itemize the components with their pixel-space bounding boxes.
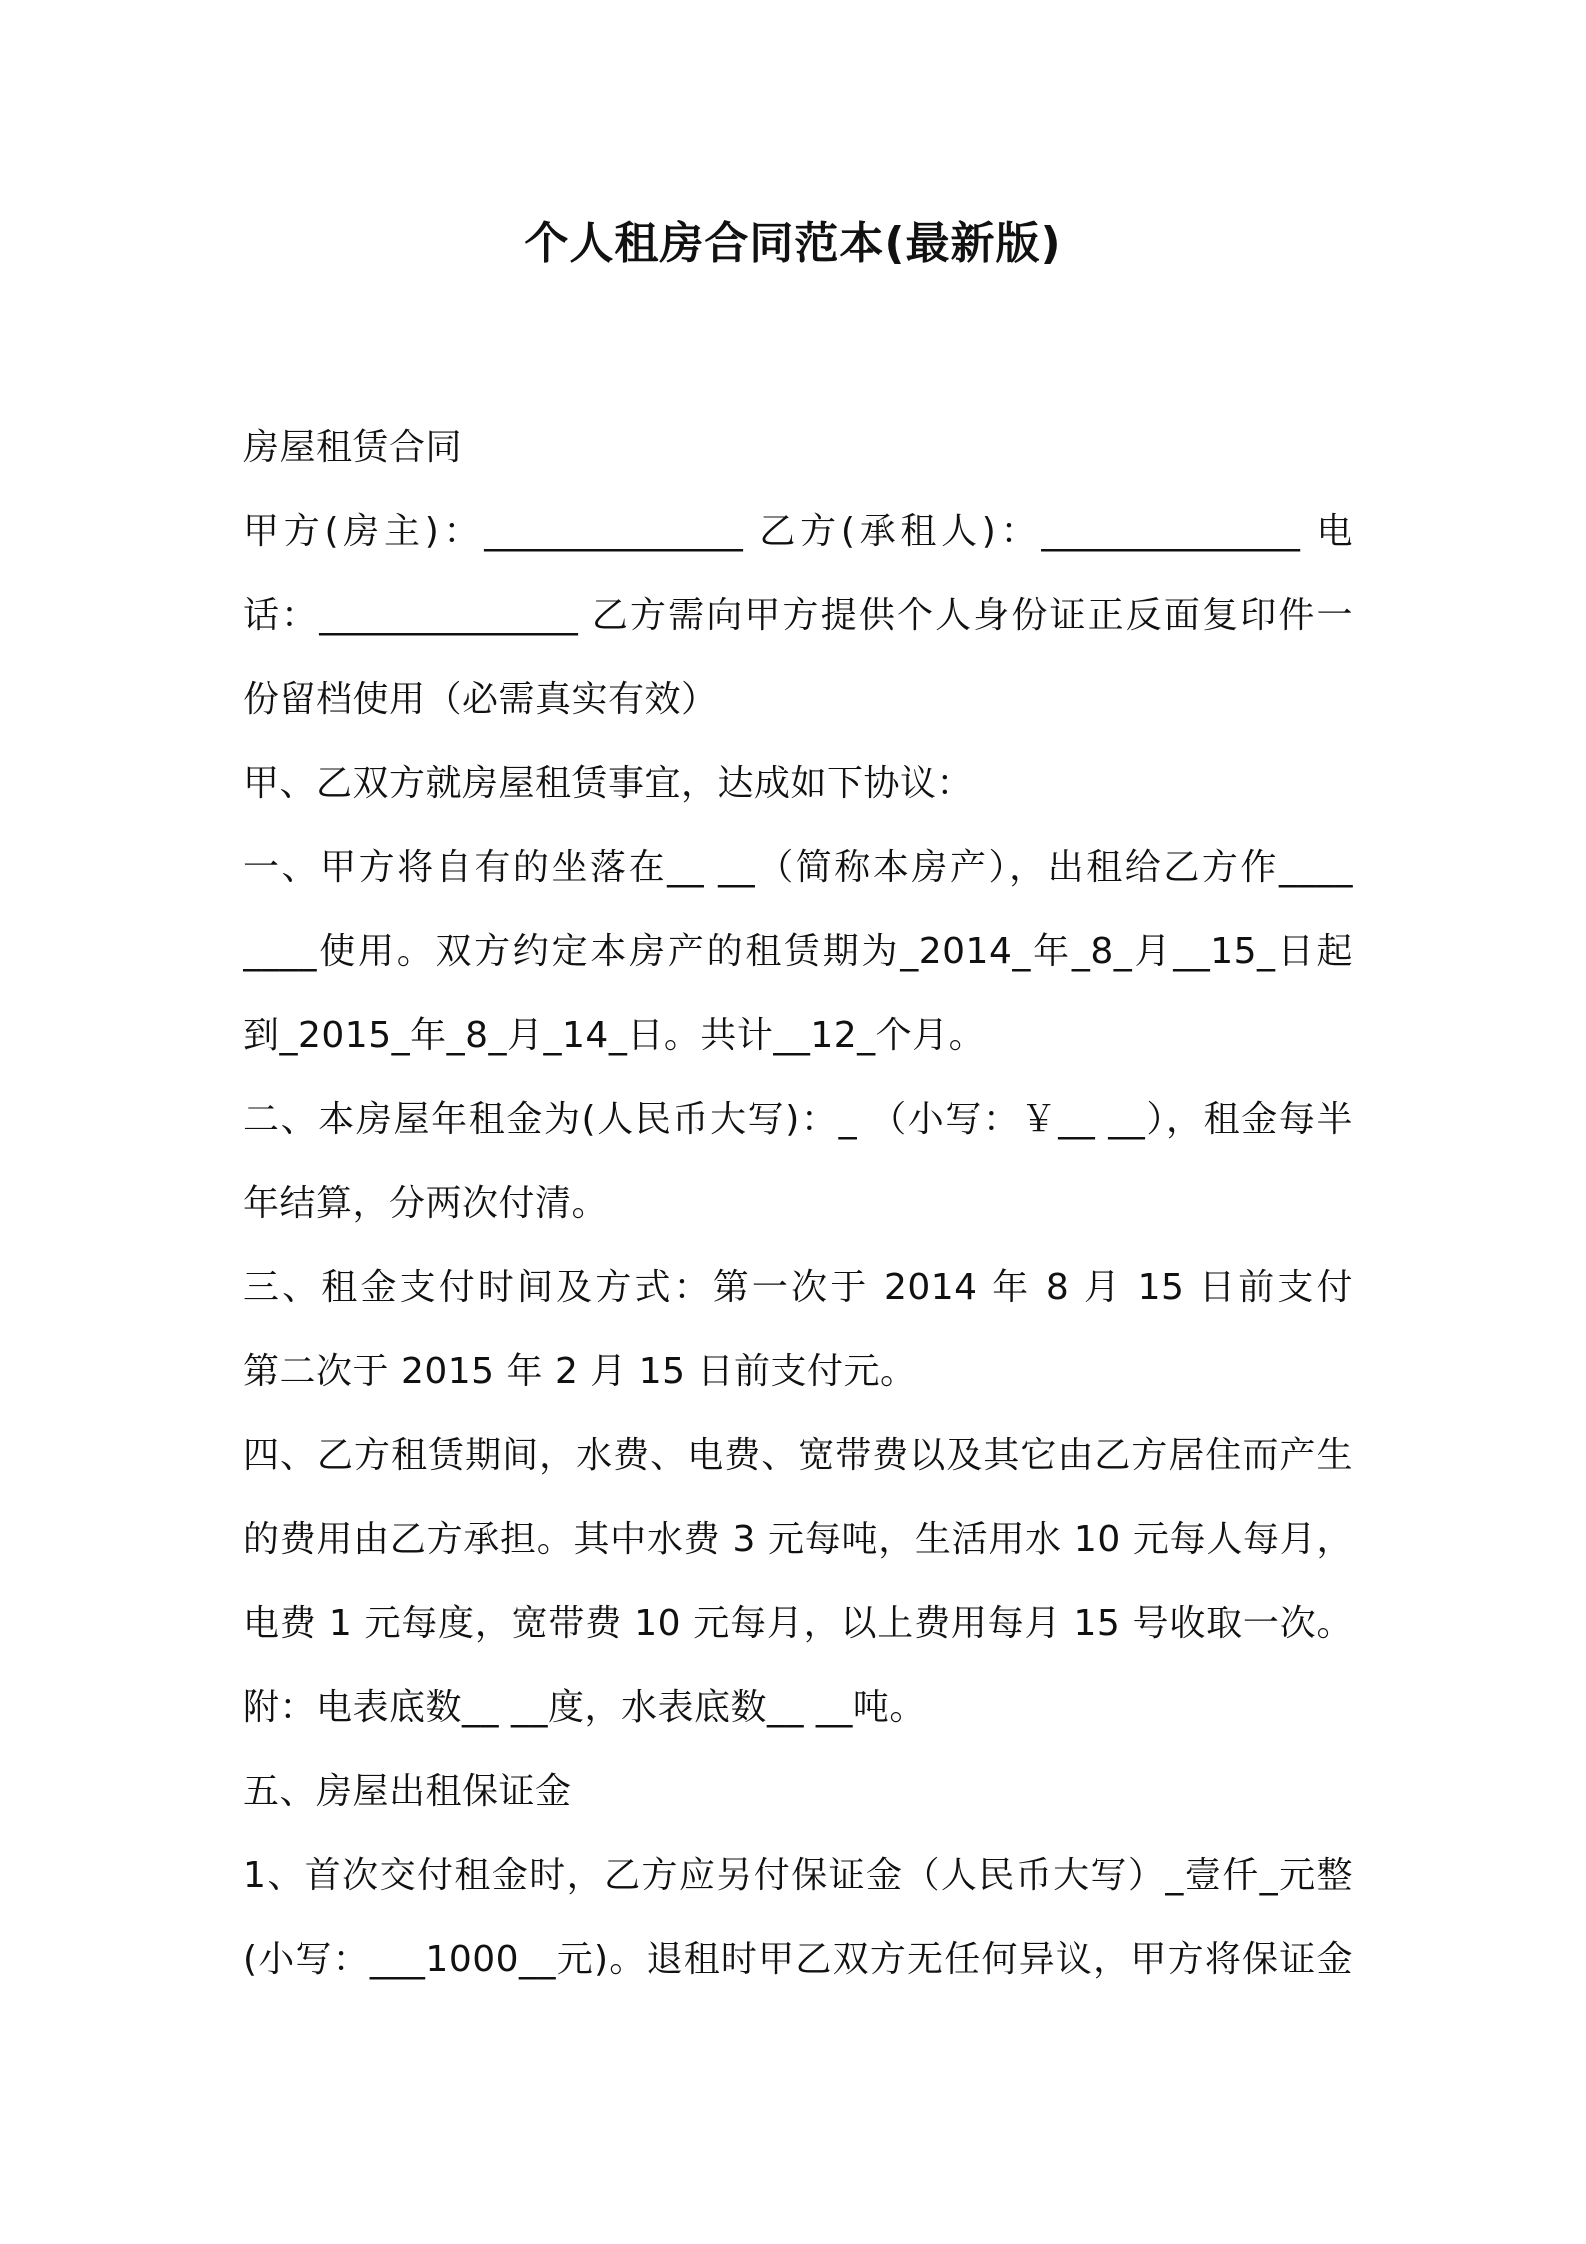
- contract-body: [243, 406, 1353, 2002]
- text-line: 话：______________ 乙方需向甲方提供个人身份证正反面复印件一: [243, 595, 1353, 636]
- text-line: 甲、乙双方就房屋租赁事宜，达成如下协议：: [243, 763, 974, 804]
- text-line: 1、首次交付租金时，乙方应另付保证金（人民币大写）_壹仟_元整: [243, 1855, 1353, 1896]
- text-line: 附：电表底数__ __度，水表底数__ __吨。: [243, 1687, 926, 1728]
- text-line: 第二次于 2015 年 2 月 15 日前支付元。: [243, 1351, 917, 1392]
- text-line: ____使用。双方约定本房产的租赁期为_2014_年_8_月__15_日起: [243, 931, 1353, 972]
- text-line: 三、租金支付时间及方式：第一次于 2014 年 8 月 15 日前支付: [243, 1267, 1353, 1308]
- text-line: 到_2015_年_8_月_14_日。共计__12_个月。: [243, 1015, 986, 1056]
- text-line: 二、本房屋年租金为(人民币大写)：_ （小写：￥__ __），租金每半: [243, 1099, 1353, 1140]
- text-line: 一、甲方将自有的坐落在__ __（简称本房产），出租给乙方作____: [243, 847, 1353, 888]
- text-line: 四、乙方租赁期间，水费、电费、宽带费以及其它由乙方居住而产生: [243, 1435, 1353, 1476]
- text-line: 的费用由乙方承担。其中水费 3 元每吨，生活用水 10 元每人每月，: [243, 1519, 1353, 1560]
- text-line: 电费 1 元每度，宽带费 10 元每月，以上费用每月 15 号收取一次。: [243, 1603, 1353, 1644]
- text-line-heading: 五、房屋出租保证金: [243, 1771, 572, 1812]
- text-line: 甲方(房主)：______________ 乙方(承租人)：______________ 电: [243, 511, 1353, 552]
- text-line: (小写：___1000__元)。退租时甲乙双方无任何异议，甲方将保证金: [243, 1939, 1353, 1980]
- text-line: 份留档使用（必需真实有效）: [243, 679, 718, 720]
- text-line-heading: 房屋租赁合同: [243, 427, 463, 468]
- document-title: 个人租房合同范本(最新版): [524, 218, 1062, 269]
- text-line: 年结算，分两次付清。: [243, 1183, 609, 1224]
